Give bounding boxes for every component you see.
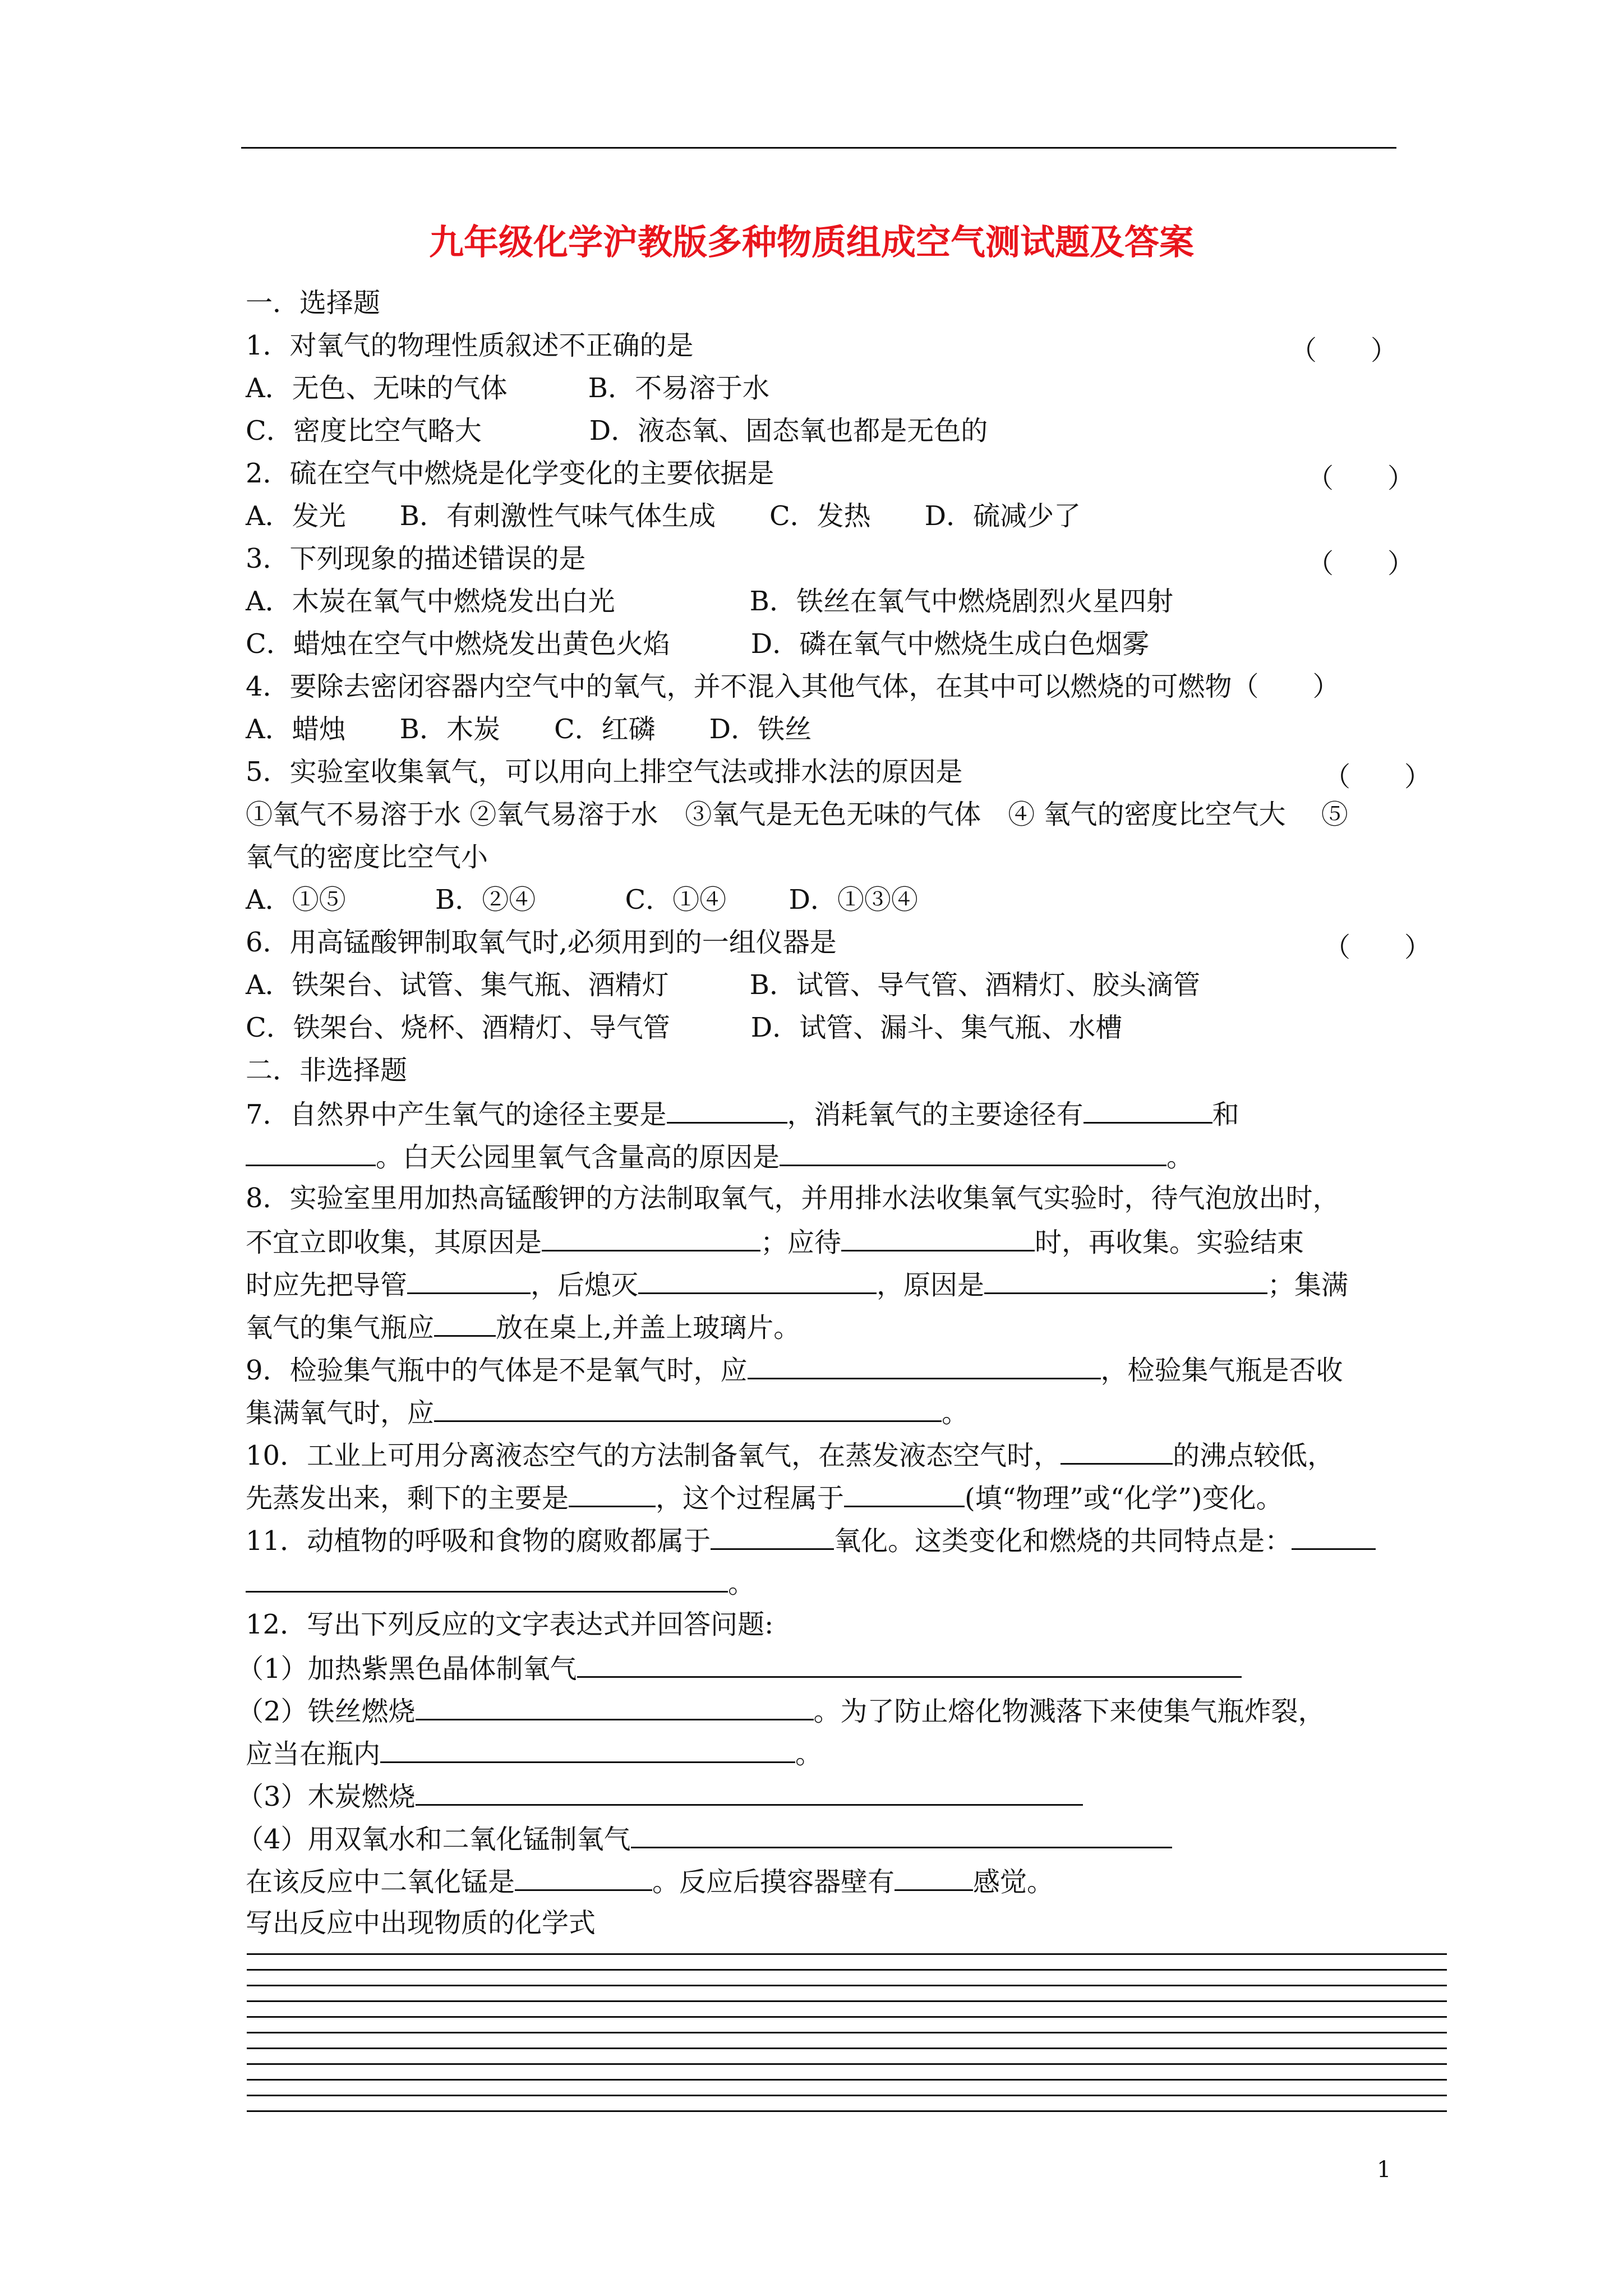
q4-stem: 4．要除去密闭容器内空气中的氧气，并不混入其他气体，在其中可以燃烧的可燃物（ ） xyxy=(246,671,1340,702)
q8-text-i: 氧气的集气瓶应 xyxy=(246,1312,435,1343)
answer-line[interactable] xyxy=(247,2079,1447,2081)
q1-paren: （ ） xyxy=(1290,335,1398,366)
q8-blank-3[interactable] xyxy=(407,1267,531,1294)
q2-stem: 2．硫在空气中燃烧是化学变化的主要依据是 xyxy=(246,458,774,489)
q12-part-5 xyxy=(246,1864,1054,1899)
q7-line-2 xyxy=(246,1139,1193,1174)
q5-statements-1: ①氧气不易溶于水 ②氧气易溶于水 ③氧气是无色无味的气体 ④ 氧气的密度比空气大 ⑤ xyxy=(246,799,1348,830)
q7-text-e: 。 xyxy=(1166,1142,1194,1173)
q6-stem: 6．用高锰酸钾制取氧气时,必须用到的一组仪器是 xyxy=(246,927,837,958)
q12-p4-blank[interactable] xyxy=(631,1821,1172,1848)
q11-text-b: 氧化。这类变化和燃烧的共同特点是： xyxy=(834,1525,1292,1557)
answer-line[interactable] xyxy=(247,2032,1447,2033)
q12-part-2-cont xyxy=(246,1736,822,1771)
q8-text-g: ，原因是 xyxy=(877,1269,985,1301)
answer-line[interactable] xyxy=(247,2000,1447,2002)
q11-text-a: 11．动植物的呼吸和食物的腐败都属于 xyxy=(246,1525,711,1557)
q12-p2-text-d: 。 xyxy=(795,1738,823,1770)
section-choice: 一．选择题 xyxy=(246,287,381,319)
q10-line-2 xyxy=(246,1480,1283,1515)
q12-stem: 12．写出下列反应的文字表达式并回答问题: xyxy=(246,1609,774,1640)
answer-line[interactable] xyxy=(247,2110,1447,2112)
q12-p3-text: （3）木炭燃烧 xyxy=(237,1781,416,1812)
q6-options-2: C．铁架台、烧杯、酒精灯、导气管 D．试管、漏斗、集气瓶、水槽 xyxy=(246,1012,1123,1043)
q12-p5-blank-2[interactable] xyxy=(895,1864,973,1891)
q12-p4-text: （4）用双氧水和二氧化锰制氧气 xyxy=(237,1824,631,1855)
q10-line-1 xyxy=(246,1437,1334,1473)
q10-text-b: 的沸点较低， xyxy=(1173,1440,1335,1471)
q3-options-1: A．木炭在氧气中燃烧发出白光 B．铁丝在氧气中燃烧剧烈火星四射 xyxy=(246,586,1173,617)
q10-blank-1[interactable] xyxy=(1061,1437,1173,1465)
q9-blank-1[interactable] xyxy=(748,1352,1101,1379)
q1-options-2: C．密度比空气略大 D．液态氧、固态氧也都是无色的 xyxy=(246,415,988,447)
q5-paren: （ ） xyxy=(1324,761,1432,793)
q10-text-c: 先蒸发出来，剩下的主要是 xyxy=(246,1483,569,1514)
q10-text-d: ，这个过程属于 xyxy=(656,1483,845,1514)
answer-line[interactable] xyxy=(247,2063,1447,2065)
q12-p3-blank[interactable] xyxy=(416,1778,1083,1806)
header-rule xyxy=(241,147,1396,149)
q8-line-1: 8．实验室里用加热高锰酸钾的方法制取氧气，并用排水法收集氧气实验时，待气泡放出时， xyxy=(246,1182,1340,1214)
q8-blank-6[interactable] xyxy=(434,1309,496,1337)
page-number: 1 xyxy=(1377,2157,1391,2183)
q11-line-2 xyxy=(246,1565,755,1600)
q2-paren: （ ） xyxy=(1307,463,1415,494)
answer-line[interactable] xyxy=(247,2047,1447,2049)
q11-text-c: 。 xyxy=(728,1568,755,1599)
q7-blank-4[interactable] xyxy=(780,1139,1166,1166)
q5-stem: 5．实验室收集氧气，可以用向上排空气法或排水法的原因是 xyxy=(246,756,963,788)
q9-text-c: 集满氧气时，应 xyxy=(246,1397,435,1429)
q10-text-e: (填“物理”或“化学”)变化。 xyxy=(965,1483,1283,1514)
q8-text-h: ；集满 xyxy=(1267,1269,1349,1301)
answer-line[interactable] xyxy=(247,1985,1447,1986)
q7-text-a: 7．自然界中产生氧气的途径主要是 xyxy=(246,1099,667,1130)
q12-p2-text-a: （2）铁丝燃烧 xyxy=(237,1696,416,1727)
q5-statements-2: 氧气的密度比空气小 xyxy=(246,841,488,873)
q7-blank-1[interactable] xyxy=(667,1096,787,1124)
q12-p5-text-c: 感觉。 xyxy=(973,1866,1054,1898)
q11-blank-2-cont[interactable] xyxy=(246,1565,728,1593)
q11-line-1 xyxy=(246,1522,1376,1558)
q9-line-2 xyxy=(246,1395,969,1430)
q3-paren: （ ） xyxy=(1307,548,1415,579)
q8-text-b: 不宜立即收集，其原因是 xyxy=(246,1227,542,1258)
q8-line-3 xyxy=(246,1267,1348,1302)
answer-line[interactable] xyxy=(247,2016,1447,2018)
q7-blank-2[interactable] xyxy=(1083,1096,1212,1124)
q12-part-1 xyxy=(237,1650,1242,1686)
q7-line-1 xyxy=(246,1096,1239,1131)
q12-part-2 xyxy=(237,1693,1325,1728)
q12-part-3 xyxy=(237,1778,1083,1814)
q11-blank-1[interactable] xyxy=(711,1522,834,1550)
q7-text-c: 和 xyxy=(1212,1099,1239,1130)
q12-p5-text-a: 在该反应中二氧化锰是 xyxy=(246,1866,515,1898)
q4-options: A．蜡烛 B．木炭 C．红磷 D．铁丝 xyxy=(246,714,812,745)
q8-text-d: 时，再收集。实验结束 xyxy=(1035,1227,1304,1258)
q8-line-2 xyxy=(246,1224,1304,1259)
q2-options: A．发光 B．有刺激性气味气体生成 C．发热 D．硫减少了 xyxy=(246,500,1081,532)
q12-p2-blank-2[interactable] xyxy=(380,1736,795,1763)
q8-blank-4[interactable] xyxy=(638,1267,877,1294)
page-title: 九年级化学沪教版多种物质组成空气测试题及答案 xyxy=(428,222,1194,263)
q9-text-a: 9．检验集气瓶中的气体是不是氧气时，应 xyxy=(246,1355,748,1386)
q8-text-f: ，后熄灭 xyxy=(531,1269,639,1301)
q11-blank-2[interactable] xyxy=(1292,1522,1376,1550)
answer-line[interactable] xyxy=(247,1953,1447,1955)
section-nonchoice: 二．非选择题 xyxy=(246,1055,408,1086)
q9-text-d: 。 xyxy=(942,1397,969,1429)
q12-p5-blank-1[interactable] xyxy=(515,1864,652,1891)
q12-p1-blank[interactable] xyxy=(577,1650,1242,1678)
q12-p2-blank-1[interactable] xyxy=(416,1693,814,1720)
q6-paren: （ ） xyxy=(1324,932,1432,963)
q6-options-1: A．铁架台、试管、集气瓶、酒精灯 B．试管、导气管、酒精灯、胶头滴管 xyxy=(246,969,1200,1001)
q9-text-b: ，检验集气瓶是否收 xyxy=(1100,1355,1343,1386)
q12-p5-text-b: 。反应后摸容器壁有 xyxy=(652,1866,895,1898)
answer-line[interactable] xyxy=(247,2095,1447,2096)
q1-stem: 1．对氧气的物理性质叙述不正确的是 xyxy=(246,330,694,361)
q3-options-2: C．蜡烛在空气中燃烧发出黄色火焰 D．磷在氧气中燃烧生成白色烟雾 xyxy=(246,628,1150,660)
q12-part-6: 写出反应中出现物质的化学式 xyxy=(246,1907,596,1939)
q9-blank-2[interactable] xyxy=(434,1395,942,1422)
q7-text-d: 。白天公园里氧气含量高的原因是 xyxy=(376,1142,780,1173)
q12-p2-text-c: 应当在瓶内 xyxy=(246,1738,381,1770)
q9-line-1 xyxy=(246,1352,1343,1387)
q8-blank-5[interactable] xyxy=(984,1267,1267,1294)
q10-blank-2[interactable] xyxy=(569,1480,656,1507)
q8-blank-2[interactable] xyxy=(841,1224,1035,1251)
q8-text-e: 时应先把导管 xyxy=(246,1269,408,1301)
q5-options: A．①⑤ B．②④ C．①④ D．①③④ xyxy=(246,884,918,915)
q10-blank-3[interactable] xyxy=(844,1480,965,1507)
q12-part-4 xyxy=(237,1821,1172,1856)
q10-text-a: 10．工业上可用分离液态空气的方法制备氧气，在蒸发液态空气时， xyxy=(246,1440,1061,1471)
answer-line[interactable] xyxy=(247,1969,1447,1971)
q3-stem: 3．下列现象的描述错误的是 xyxy=(246,543,586,574)
q8-line-4 xyxy=(246,1309,800,1345)
q12-p2-text-b: 。为了防止熔化物溅落下来使集气瓶炸裂， xyxy=(813,1696,1325,1727)
q7-text-b: ，消耗氧气的主要途径有 xyxy=(787,1099,1083,1130)
q8-text-j: 放在桌上,并盖上玻璃片。 xyxy=(496,1312,801,1343)
q8-text-c: ；应待 xyxy=(760,1227,842,1258)
q1-options-1: A．无色、无味的气体 B．不易溶于水 xyxy=(246,372,769,404)
q8-blank-1[interactable] xyxy=(542,1224,760,1251)
q7-blank-3[interactable] xyxy=(246,1139,376,1166)
q12-p1-text: （1）加热紫黑色晶体制氧气 xyxy=(237,1653,577,1685)
